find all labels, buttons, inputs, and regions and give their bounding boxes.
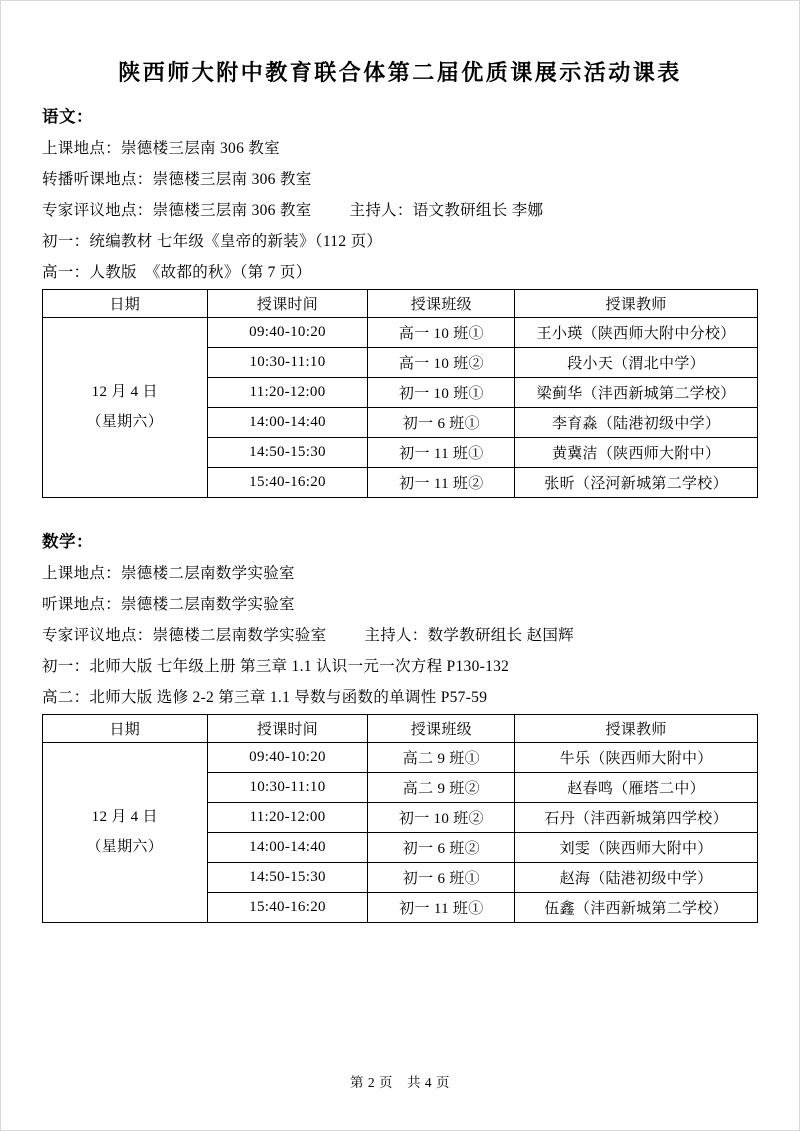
- header-time: 授课时间: [207, 290, 368, 318]
- info-line-expert-review: [42, 618, 758, 649]
- weekday-text: （星期六）: [86, 413, 164, 430]
- table-header-row: [43, 290, 758, 318]
- info-line-class-location: [42, 131, 758, 162]
- header-date: 日期: [43, 715, 208, 743]
- teacher-cell: 王小瑛（陕西师大附中分校）: [515, 318, 758, 348]
- info-line-class-location: [42, 556, 758, 587]
- class-cell: 高一 10 班①: [368, 318, 515, 348]
- class-cell: 初一 6 班②: [368, 833, 515, 863]
- page-number: 第 2 页 共 4 页: [350, 1075, 450, 1090]
- schedule-table-chinese: [42, 289, 758, 498]
- section-heading-math: 数学：: [42, 533, 93, 551]
- weekday-text: （星期六）: [86, 838, 164, 855]
- time-cell: 15:40-16:20: [207, 468, 368, 498]
- info-line-junior-material: [42, 649, 758, 680]
- date-cell: [43, 318, 208, 498]
- teacher-cell: 黄冀洁（陕西师大附中）: [515, 438, 758, 468]
- time-cell: 14:00-14:40: [207, 408, 368, 438]
- info-line-senior-material: [42, 255, 758, 286]
- info-line-listen-location: [42, 587, 758, 618]
- date-cell: [43, 743, 208, 923]
- class-cell: 初一 6 班①: [368, 863, 515, 893]
- header-class: 授课班级: [368, 290, 515, 318]
- info-text: 专家评议地点：崇德楼二层南数学实验室: [42, 626, 327, 644]
- teacher-cell: 赵春鸣（雁塔二中）: [515, 773, 758, 803]
- class-cell: 初一 11 班②: [368, 468, 515, 498]
- info-line-senior-material: [42, 680, 758, 711]
- header-time: 授课时间: [207, 715, 368, 743]
- info-text: 初一：北师大版 七年级上册 第三章 1.1 认识一元一次方程 P130-132: [42, 657, 510, 675]
- teacher-cell: 伍鑫（沣西新城第二学校）: [515, 893, 758, 923]
- time-cell: 14:50-15:30: [207, 863, 368, 893]
- class-cell: 初一 11 班①: [368, 893, 515, 923]
- info-text: 初一：统编教材 七年级《皇帝的新装》（112 页）: [42, 232, 383, 250]
- class-cell: 初一 11 班①: [368, 438, 515, 468]
- header-teacher: 授课教师: [515, 290, 758, 318]
- info-line-relay-location: [42, 162, 758, 193]
- info-text: 上课地点：崇德楼三层南 306 教室: [42, 139, 280, 157]
- class-cell: 初一 10 班①: [368, 378, 515, 408]
- class-cell: 高二 9 班①: [368, 743, 515, 773]
- date-text: 12 月 4 日: [91, 809, 158, 826]
- info-line-junior-material: [42, 224, 758, 255]
- teacher-cell: 张昕（泾河新城第二学校）: [515, 468, 758, 498]
- info-text: 听课地点：崇德楼二层南数学实验室: [42, 595, 295, 613]
- date-text: 12 月 4 日: [91, 384, 158, 401]
- host-text: 主持人：语文教研组长 李娜: [349, 201, 544, 219]
- header-teacher: 授课教师: [515, 715, 758, 743]
- class-cell: 高一 10 班②: [368, 348, 515, 378]
- table-header-row: [43, 715, 758, 743]
- teacher-cell: 梁蓟华（沣西新城第二学校）: [515, 378, 758, 408]
- time-cell: 11:20-12:00: [207, 378, 368, 408]
- info-line-expert-review: [42, 193, 758, 224]
- time-cell: 09:40-10:20: [207, 743, 368, 773]
- class-cell: 初一 10 班②: [368, 803, 515, 833]
- time-cell: 10:30-11:10: [207, 348, 368, 378]
- teacher-cell: 李育淼（陆港初级中学）: [515, 408, 758, 438]
- info-text: 高二：北师大版 选修 2-2 第三章 1.1 导数与函数的单调性 P57-59: [42, 688, 488, 706]
- header-date: 日期: [43, 290, 208, 318]
- teacher-cell: 段小天（渭北中学）: [515, 348, 758, 378]
- teacher-cell: 石丹（沣西新城第四学校）: [515, 803, 758, 833]
- table-row: [43, 743, 758, 773]
- schedule-table-math: [42, 714, 758, 923]
- class-cell: 初一 6 班①: [368, 408, 515, 438]
- time-cell: 14:00-14:40: [207, 833, 368, 863]
- time-cell: 10:30-11:10: [207, 773, 368, 803]
- teacher-cell: 赵海（陆港初级中学）: [515, 863, 758, 893]
- info-text: 高一：人教版 《故都的秋》（第 7 页）: [42, 263, 312, 281]
- time-cell: 11:20-12:00: [207, 803, 368, 833]
- time-cell: 09:40-10:20: [207, 318, 368, 348]
- info-text: 转播听课地点：崇德楼三层南 306 教室: [42, 170, 312, 188]
- teacher-cell: 牛乐（陕西师大附中）: [515, 743, 758, 773]
- section-heading-chinese: 语文：: [42, 108, 93, 126]
- teacher-cell: 刘雯（陕西师大附中）: [515, 833, 758, 863]
- info-text: 专家评议地点：崇德楼三层南 306 教室: [42, 201, 312, 219]
- class-cell: 高二 9 班②: [368, 773, 515, 803]
- header-class: 授课班级: [368, 715, 515, 743]
- info-text: 上课地点：崇德楼二层南数学实验室: [42, 564, 295, 582]
- time-cell: 14:50-15:30: [207, 438, 368, 468]
- document-title: 陕西师大附中教育联合体第二届优质课展示活动课表: [118, 60, 682, 85]
- host-text: 主持人：数学教研组长 赵国辉: [364, 626, 574, 644]
- time-cell: 15:40-16:20: [207, 893, 368, 923]
- table-row: [43, 318, 758, 348]
